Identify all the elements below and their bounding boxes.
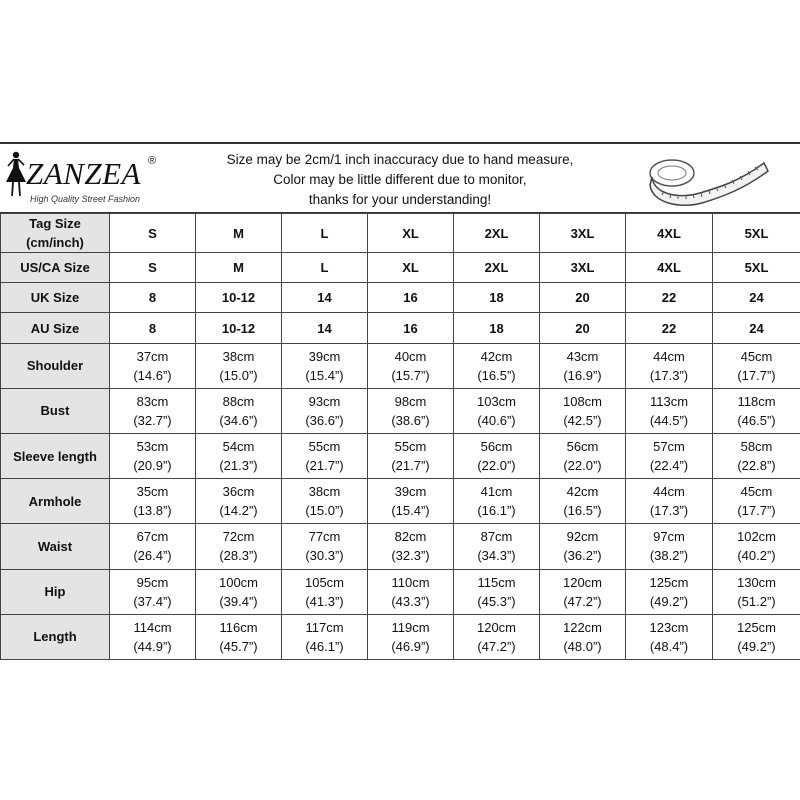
measurement-cm: 82cm <box>394 529 427 545</box>
measurement-cm: 67cm <box>136 529 169 545</box>
measurement-cell <box>368 614 454 659</box>
measurement-cell <box>713 524 800 569</box>
measurement-inch: (22.0”) <box>563 458 602 474</box>
size-value-cell: 24 <box>713 283 800 313</box>
size-value-cell: 22 <box>626 313 713 343</box>
measurement-inch: (22.8”) <box>737 458 776 474</box>
measurement-cell <box>196 433 282 478</box>
measurement-cell <box>282 569 368 614</box>
size-value-cell: L <box>282 214 368 253</box>
size-row-label: Tag Size (cm/inch) <box>1 214 110 253</box>
measurement-inch: (49.2”) <box>737 638 776 654</box>
size-value-cell: S <box>110 253 196 283</box>
measurement-cm: 108cm <box>562 393 603 409</box>
measurement-cell <box>713 614 800 659</box>
measurement-cell <box>282 614 368 659</box>
size-row <box>1 283 800 313</box>
size-value-cell: 3XL <box>540 214 626 253</box>
measurement-cm: 39cm <box>394 484 427 500</box>
measurement-inch: (36.6”) <box>305 412 344 428</box>
measurement-cell <box>454 614 540 659</box>
size-value-cell: 18 <box>454 313 540 343</box>
measurement-row <box>1 479 800 524</box>
measurement-inch: (21.7”) <box>391 458 430 474</box>
brand-tagline: High Quality Street Fashion <box>30 194 141 204</box>
size-value-cell: 8 <box>110 283 196 313</box>
measurement-cm: 120cm <box>476 619 517 635</box>
measurement-cm: 118cm <box>737 393 776 409</box>
measurement-cm: 115cm <box>477 574 516 590</box>
measurement-cm: 125cm <box>736 619 777 635</box>
measurement-inch: (14.2”) <box>219 503 258 519</box>
measurement-inch: (20.9”) <box>133 458 172 474</box>
size-value-cell: 2XL <box>454 253 540 283</box>
size-value-cell: 3XL <box>540 253 626 283</box>
measuring-tape-icon <box>640 147 780 213</box>
measurement-inch: (15.0”) <box>305 503 344 519</box>
measurement-cell <box>713 388 800 433</box>
measurement-cell <box>110 433 196 478</box>
measurement-inch: (21.3”) <box>219 458 258 474</box>
measurement-cell <box>540 614 626 659</box>
size-value-cell: L <box>282 253 368 283</box>
woman-silhouette-icon <box>4 150 28 200</box>
measurement-cm: 123cm <box>649 619 689 635</box>
measurement-cm: 113cm <box>649 393 689 409</box>
measurement-cell <box>713 569 800 614</box>
measurement-cm: 88cm <box>222 393 255 409</box>
measurement-inch: (34.6”) <box>219 412 258 428</box>
measurement-inch: (43.3”) <box>391 593 430 609</box>
measurement-cm: 98cm <box>394 393 427 409</box>
measurement-cell <box>196 479 282 524</box>
measurement-cm: 42cm <box>566 484 599 500</box>
measurement-cell <box>626 614 713 659</box>
measurement-cell <box>282 343 368 388</box>
size-row <box>1 214 800 253</box>
size-value-cell: XL <box>368 214 454 253</box>
notice-line-1: Size may be 2cm/1 inch inaccuracy due to hand measure, <box>226 152 574 167</box>
measurement-cm: 122cm <box>562 619 603 635</box>
measurement-inch: (44.9”) <box>133 638 172 654</box>
measurement-row <box>1 433 800 478</box>
size-value-cell: 18 <box>454 283 540 313</box>
registered-mark: ® <box>148 155 157 167</box>
measurement-cm: 42cm <box>480 348 513 364</box>
size-value-cell: 14 <box>282 313 368 343</box>
measurement-cell <box>540 433 626 478</box>
measurement-cm: 105cm <box>304 574 345 590</box>
measurement-cm: 125cm <box>649 574 689 590</box>
measurement-inch: (32.7”) <box>133 412 172 428</box>
measurement-label: Armhole <box>1 479 110 524</box>
measurement-cell <box>540 524 626 569</box>
size-value-cell: 20 <box>540 313 626 343</box>
size-value-cell: 22 <box>626 283 713 313</box>
measurement-cm: 41cm <box>480 484 513 500</box>
size-value-cell: M <box>196 253 282 283</box>
measurement-cell <box>282 524 368 569</box>
size-value-cell: S <box>110 214 196 253</box>
measurement-inch: (17.3”) <box>649 503 689 519</box>
measurement-cell <box>713 479 800 524</box>
measurement-inch: (39.4”) <box>219 593 258 609</box>
measurement-cell <box>626 388 713 433</box>
measurement-cm: 53cm <box>136 439 169 455</box>
measurement-cell <box>626 479 713 524</box>
measurement-rows <box>1 343 800 659</box>
notice-line-3: thanks for your understanding! <box>308 192 492 207</box>
measurement-cm: 58cm <box>740 439 773 455</box>
measurement-cell <box>196 524 282 569</box>
measurement-cm: 83cm <box>136 393 169 409</box>
measurement-inch: (21.7”) <box>305 458 344 474</box>
measurement-inch: (28.3”) <box>219 548 258 564</box>
measurement-inch: (46.1”) <box>305 638 344 654</box>
measurement-cm: 92cm <box>566 529 599 545</box>
size-value-cell: 10-12 <box>196 283 282 313</box>
measurement-inch: (34.3”) <box>477 548 516 564</box>
measurement-cell <box>110 343 196 388</box>
measurement-inch: (47.2”) <box>477 638 516 654</box>
measurement-label: Bust <box>1 388 110 433</box>
measurement-inch: (17.7”) <box>737 503 776 519</box>
size-value-cell: 8 <box>110 313 196 343</box>
size-value-cell: 4XL <box>626 253 713 283</box>
size-value-cell: 5XL <box>713 214 800 253</box>
size-row-label: US/CA Size <box>1 253 110 283</box>
size-row <box>1 313 800 343</box>
measurement-cm: 35cm <box>136 484 169 500</box>
measurement-inch: (15.4”) <box>391 503 430 519</box>
size-chart <box>0 142 800 660</box>
measurement-inch: (38.2”) <box>649 548 689 564</box>
brand-name: ZANZEA <box>26 156 141 191</box>
measurement-inch: (46.5”) <box>737 412 776 428</box>
measurement-cell <box>454 524 540 569</box>
measurement-cm: 100cm <box>218 574 259 590</box>
measurement-label: Waist <box>1 524 110 569</box>
measurement-inch: (45.7”) <box>219 638 258 654</box>
measurement-inch: (22.4”) <box>649 458 689 474</box>
size-value-cell: M <box>196 214 282 253</box>
measurement-cm: 102cm <box>736 529 777 545</box>
measurement-row <box>1 524 800 569</box>
measurement-row <box>1 388 800 433</box>
measurement-inch: (15.4”) <box>305 367 344 383</box>
measurement-cm: 130cm <box>736 574 777 590</box>
measurement-cell <box>196 343 282 388</box>
measurement-row <box>1 614 800 659</box>
brand-logo <box>4 150 174 208</box>
measurement-cell <box>626 569 713 614</box>
size-value-cell: 24 <box>713 313 800 343</box>
size-value-cell: 20 <box>540 283 626 313</box>
measurement-cell <box>282 388 368 433</box>
size-table <box>0 213 800 660</box>
chart-header <box>0 142 800 213</box>
measurement-cm: 43cm <box>566 348 599 364</box>
measurement-row <box>1 569 800 614</box>
measurement-cm: 44cm <box>653 484 685 500</box>
measurement-notice <box>190 150 610 210</box>
measurement-cell <box>196 388 282 433</box>
measurement-cell <box>368 388 454 433</box>
measurement-cm: 103cm <box>476 393 517 409</box>
size-value-cell: 14 <box>282 283 368 313</box>
measurement-cm: 116cm <box>219 619 258 635</box>
measurement-cell <box>454 479 540 524</box>
measurement-cm: 93cm <box>308 393 341 409</box>
measurement-cell <box>454 343 540 388</box>
measurement-cm: 44cm <box>653 348 685 364</box>
measurement-cell <box>713 433 800 478</box>
measurement-inch: (44.5”) <box>649 412 689 428</box>
size-value-cell: 10-12 <box>196 313 282 343</box>
measurement-cm: 55cm <box>394 439 427 455</box>
measurement-cm: 45cm <box>740 484 773 500</box>
measurement-cm: 87cm <box>480 529 513 545</box>
size-value-cell: 4XL <box>626 214 713 253</box>
size-value-cell: XL <box>368 253 454 283</box>
measurement-cell <box>368 343 454 388</box>
measurement-cm: 54cm <box>222 439 255 455</box>
measurement-cell <box>282 479 368 524</box>
measurement-inch: (36.2”) <box>563 548 602 564</box>
measurement-cell <box>110 614 196 659</box>
notice-line-2: Color may be little different due to monitor, <box>273 172 527 187</box>
measurement-cell <box>368 569 454 614</box>
measurement-inch: (40.2”) <box>737 548 776 564</box>
measurement-inch: (16.5”) <box>563 503 602 519</box>
measurement-cell <box>368 433 454 478</box>
measurement-cm: 114cm <box>133 619 172 635</box>
measurement-inch: (16.1”) <box>477 503 516 519</box>
measurement-label: Sleeve length <box>1 433 110 478</box>
measurement-cm: 36cm <box>222 484 255 500</box>
measurement-cell <box>196 614 282 659</box>
measurement-row <box>1 343 800 388</box>
measurement-cell <box>110 388 196 433</box>
measurement-inch: (51.2”) <box>737 593 776 609</box>
measurement-cell <box>454 569 540 614</box>
measurement-cm: 45cm <box>740 348 773 364</box>
measurement-cell <box>110 524 196 569</box>
measurement-cell <box>540 479 626 524</box>
measurement-label: Hip <box>1 569 110 614</box>
measurement-inch: (30.3”) <box>305 548 344 564</box>
measurement-cm: 120cm <box>562 574 603 590</box>
measurement-inch: (26.4”) <box>133 548 172 564</box>
size-row <box>1 253 800 283</box>
measurement-cell <box>540 343 626 388</box>
size-value-cell: 5XL <box>713 253 800 283</box>
measurement-cm: 57cm <box>653 439 685 455</box>
size-value-cell: 16 <box>368 313 454 343</box>
measurement-cm: 56cm <box>566 439 599 455</box>
size-value-cell: 2XL <box>454 214 540 253</box>
measurement-inch: (17.7”) <box>737 367 776 383</box>
measurement-cell <box>454 388 540 433</box>
measurement-inch: (41.3”) <box>305 593 344 609</box>
measurement-inch: (16.9”) <box>563 367 602 383</box>
measurement-inch: (15.0”) <box>219 367 258 383</box>
measurement-cell <box>110 569 196 614</box>
measurement-inch: (22.0”) <box>477 458 516 474</box>
measurement-inch: (14.6”) <box>133 367 172 383</box>
measurement-cell <box>713 343 800 388</box>
measurement-inch: (48.0”) <box>563 638 602 654</box>
measurement-cm: 38cm <box>308 484 341 500</box>
measurement-cm: 110cm <box>391 574 430 590</box>
measurement-cell <box>626 524 713 569</box>
measurement-cell <box>540 569 626 614</box>
measurement-inch: (47.2”) <box>563 593 602 609</box>
measurement-cm: 117cm <box>305 619 344 635</box>
measurement-cell <box>110 479 196 524</box>
measurement-cell <box>454 433 540 478</box>
measurement-inch: (16.5”) <box>477 367 516 383</box>
measurement-cm: 38cm <box>222 348 255 364</box>
measurement-cm: 56cm <box>480 439 513 455</box>
measurement-inch: (32.3”) <box>391 548 430 564</box>
size-rows <box>1 214 800 344</box>
measurement-inch: (40.6”) <box>477 412 516 428</box>
measurement-inch: (38.6”) <box>391 412 430 428</box>
measurement-cm: 39cm <box>308 348 341 364</box>
measurement-inch: (15.7”) <box>391 367 430 383</box>
size-row-label: UK Size <box>1 283 110 313</box>
measurement-cm: 77cm <box>308 529 341 545</box>
measurement-inch: (17.3”) <box>649 367 689 383</box>
measurement-cell <box>196 569 282 614</box>
measurement-cell <box>368 479 454 524</box>
measurement-inch: (37.4”) <box>133 593 172 609</box>
measurement-cell <box>282 433 368 478</box>
measurement-cm: 119cm <box>391 619 430 635</box>
measurement-cell <box>540 388 626 433</box>
measurement-cell <box>626 433 713 478</box>
measurement-inch: (45.3”) <box>477 593 516 609</box>
measurement-cm: 72cm <box>222 529 255 545</box>
measurement-inch: (13.8”) <box>133 503 172 519</box>
size-value-cell: 16 <box>368 283 454 313</box>
size-row-label: AU Size <box>1 313 110 343</box>
measurement-cell <box>626 343 713 388</box>
measurement-cm: 97cm <box>653 529 685 545</box>
measurement-label: Shoulder <box>1 343 110 388</box>
measurement-inch: (42.5”) <box>563 412 602 428</box>
measurement-cm: 55cm <box>308 439 341 455</box>
measurement-inch: (49.2”) <box>649 593 689 609</box>
measurement-inch: (48.4”) <box>649 638 689 654</box>
measurement-cm: 95cm <box>136 574 169 590</box>
measurement-cell <box>368 524 454 569</box>
measurement-inch: (46.9”) <box>391 638 430 654</box>
measurement-cm: 37cm <box>136 348 169 364</box>
measurement-label: Length <box>1 614 110 659</box>
measurement-cm: 40cm <box>394 348 427 364</box>
